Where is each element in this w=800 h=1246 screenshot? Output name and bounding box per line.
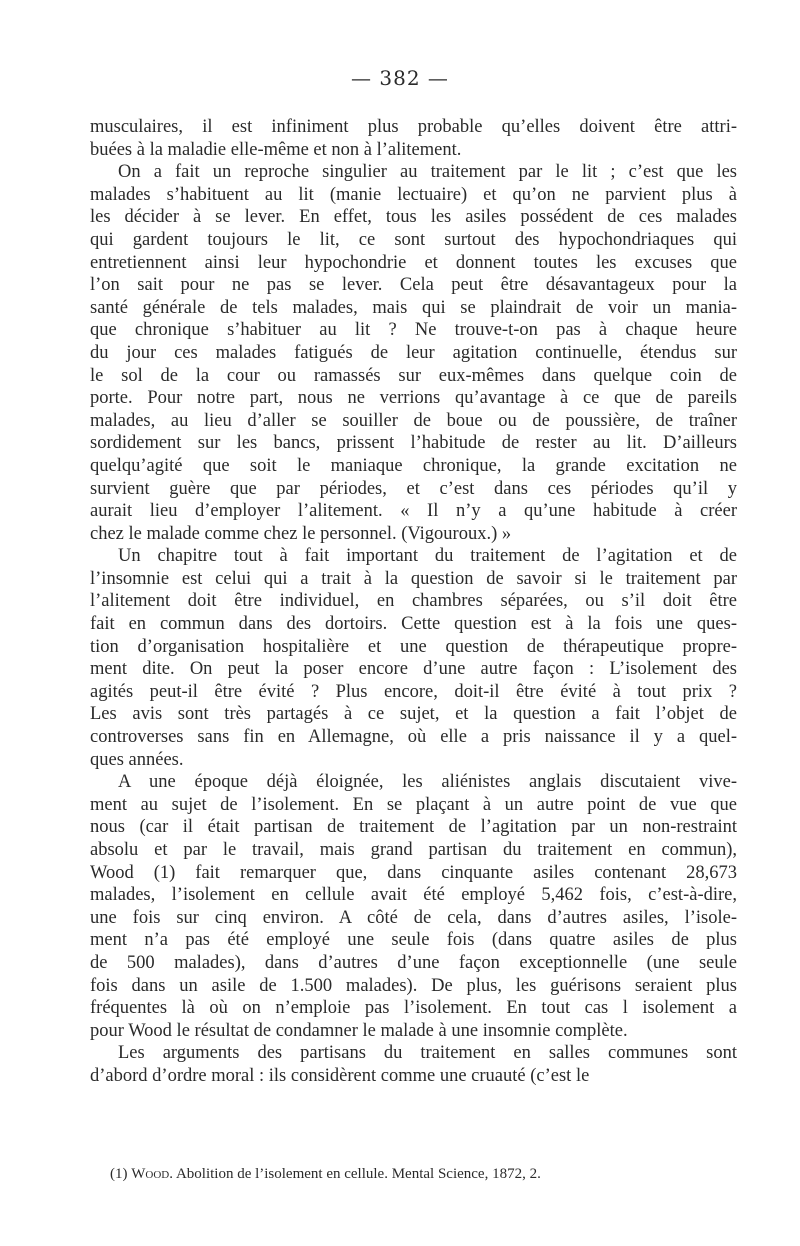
text-line: fois dans un asile de 1.500 malades). De plus, les guérisons seraient plus <box>90 975 737 996</box>
text-line: malades, l’isolement en cellule avait été employé 5,462 fois, c’est-à-dire, <box>90 885 737 906</box>
text-line: santé générale de tels malades, mais qui se plaindrait de voir un mania- <box>90 297 737 318</box>
text-line: ment au sujet de l’isolement. En se plaçant à un autre point de vue que <box>90 794 737 815</box>
body-text <box>90 116 737 1088</box>
footnote-marker: (1) <box>110 1166 128 1182</box>
footnote <box>110 1166 710 1183</box>
text-line: l’on sait pour ne pas se lever. Cela peut être désavantageux pour la <box>90 275 737 296</box>
text-line: le sol de la cour ou ramassés sur eux-mêmes dans quelque coin de <box>90 365 737 386</box>
text-line: malades, au lieu d’aller se souiller de boue ou de poussière, de traîner <box>90 410 737 431</box>
text-line: une fois sur cinq environ. A côté de cela, dans d’autres asiles, l’isole- <box>90 907 737 928</box>
text-line: porte. Pour notre part, nous ne verrions qu’avantage à ce que de pareils <box>90 388 737 409</box>
text-line: quelqu’agité que soit le maniaque chronique, la grande excitation ne <box>90 455 737 476</box>
text-line: absolu et par le travail, mais grand partisan du traitement en commun), <box>90 840 737 860</box>
paragraph <box>90 771 737 1042</box>
text-line: d’abord d’ordre moral : ils considèrent comme une cruauté (c’est le <box>90 1065 590 1086</box>
text-line: malades s’habituent au lit (manie lectuaire) et qu’on ne parvient plus à <box>90 184 737 205</box>
text-line: pour Wood le résultat de condamner le malade à une insomnie complète. <box>90 1020 628 1041</box>
text-line: ment dite. On peut la poser encore d’une autre façon : L’isolement des <box>90 659 737 680</box>
text-line: qui gardent toujours le lit, ce sont surtout des hypochondriaques qui <box>90 229 737 250</box>
text-line: entretiennent ainsi leur hypochondrie et donnent toutes les excuses que <box>90 252 737 273</box>
text-line: que chronique s’habituer au lit ? Ne trouve-t-on pas à chaque heure <box>90 320 737 341</box>
text-line: l’insomnie est celui qui a trait à la question de savoir si le traitement par <box>90 568 737 589</box>
text-line: aurait lieu d’employer l’alitement. « Il n’y a qu’une habitude à créer <box>90 501 737 522</box>
text-line: controverses sans fin en Allemagne, où elle a pris naissance il y a quel- <box>90 727 737 748</box>
text-line: survient guère que par périodes, et c’est dans ces périodes qu’il y <box>90 478 737 499</box>
text-line: fréquentes là où on n’emploie pas l’isolement. En tout cas l isolement a <box>90 998 737 1019</box>
footnote-author: Wood. <box>131 1166 173 1182</box>
paragraph <box>90 116 737 161</box>
text-line: Les avis sont très partagés à ce sujet, et la question a fait l’objet de <box>90 704 737 725</box>
text-line: les décider à se lever. En effet, tous les asiles possédent de ces malades <box>90 207 737 228</box>
text-line: nous (car il était partisan de traitement de l’agitation par un non-restraint <box>90 817 737 838</box>
page-number: — 382 — <box>351 66 449 90</box>
text-line: l’alitement doit être individuel, en chambres séparées, ou s’il doit être <box>90 591 737 612</box>
text-line: agités peut-il être évité ? Plus encore, doit-il être évité à tout prix ? <box>90 681 737 702</box>
text-line: fait en commun dans des dortoirs. Cette question est à la fois une ques- <box>90 614 737 635</box>
text-line: musculaires, il est infiniment plus probable qu’elles doivent être attri- <box>90 117 737 137</box>
text-line: Wood (1) fait remarquer que, dans cinquante asiles contenant 28,673 <box>90 862 737 883</box>
text-line: A une époque déjà éloignée, les aliénistes anglais discutaient vive- <box>118 772 737 793</box>
paragraph <box>90 545 737 771</box>
text-line: chez le malade comme chez le personnel. (Vigouroux.) » <box>90 523 512 544</box>
text-line: buées à la maladie elle-même et non à l’alitement. <box>90 139 462 160</box>
text-line: de 500 malades), dans d’autres d’une façon exceptionnelle (une seule <box>90 952 737 973</box>
text-line: tion d’organisation hospitalière et une question de thérapeutique propre- <box>90 636 737 657</box>
paragraph <box>90 1042 737 1087</box>
footnote-text: Abolition de l’isolement en cellule. Mental Science, 1872, 2. <box>175 1166 541 1182</box>
text-line: ment n’a pas été employé une seule fois (dans quatre asiles de plus <box>90 930 737 951</box>
text-line: du jour ces malades fatigués de leur agitation continuelle, étendus sur <box>90 342 737 363</box>
text-line: sordidement sur les bancs, prissent l’habitude de rester au lit. D’ailleurs <box>90 433 737 454</box>
text-line: Les arguments des partisans du traitement en salles communes sont <box>118 1043 737 1064</box>
text-line: On a fait un reproche singulier au traitement par le lit ; c’est que les <box>118 162 737 183</box>
text-line: Un chapitre tout à fait important du traitement de l’agitation et de <box>118 546 737 567</box>
text-line: ques années. <box>90 749 184 770</box>
paragraph <box>90 161 737 545</box>
